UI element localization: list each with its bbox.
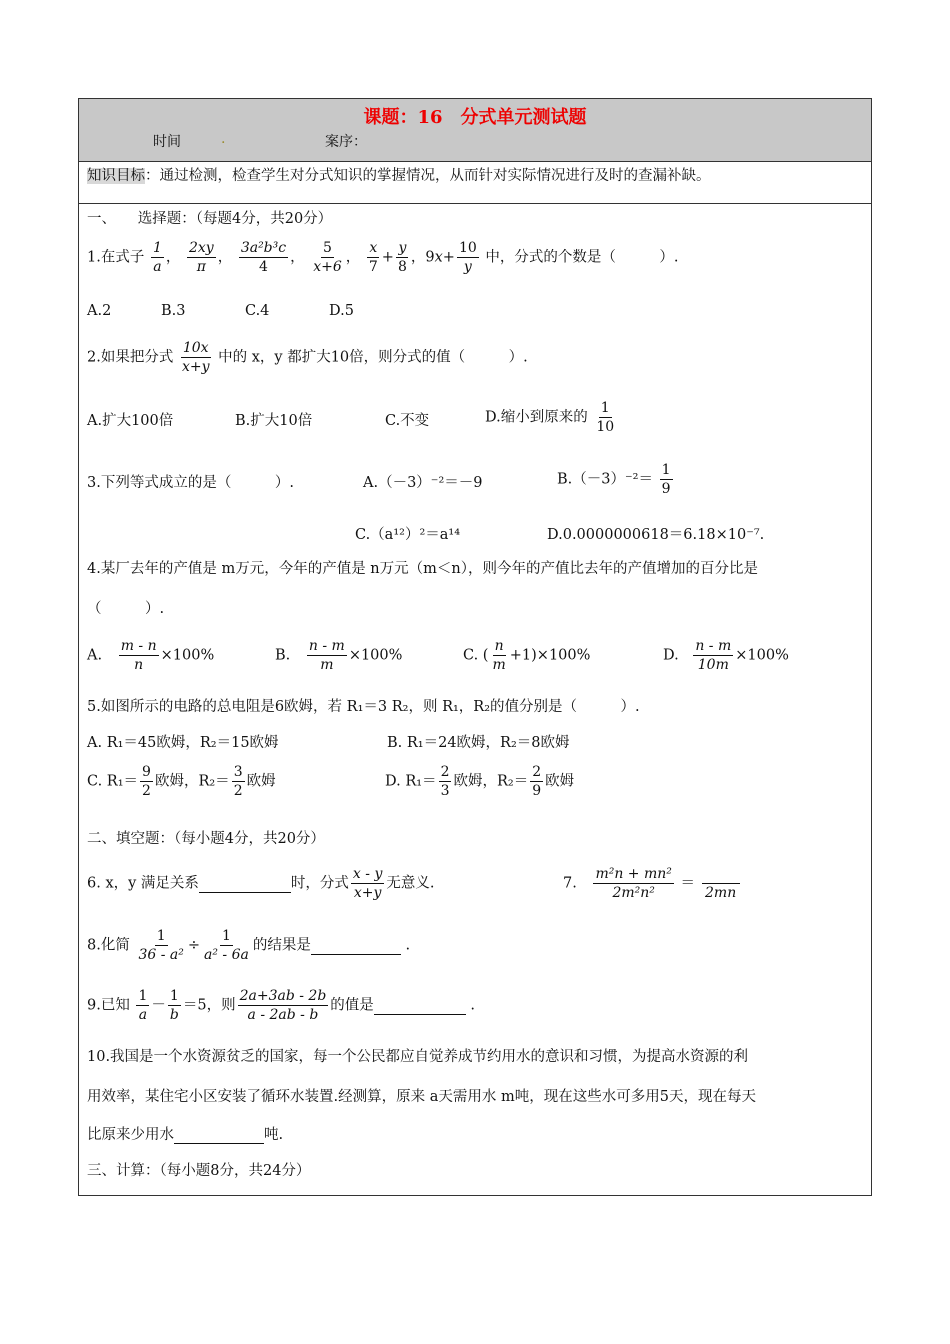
q1-option-a: A.2: [87, 303, 112, 319]
q4-b-pct: ×100%: [348, 647, 403, 664]
q4-b-label: B.: [275, 647, 291, 664]
q5-c-ohm2: 欧姆: [246, 773, 276, 790]
section-fill: 二、填空题：（每小题4分，共20分）: [87, 831, 325, 847]
page-title: 课题：16 分式单元测试题: [363, 107, 587, 128]
q2-option-d: D.缩小到原来的 $\frac{1}{10}$: [485, 400, 615, 435]
q2-option-a: A.扩大100倍: [87, 413, 174, 429]
time-label: 时间: [153, 134, 181, 150]
q5-d-ohm1: 欧姆: [453, 773, 483, 790]
q10-blank[interactable]: [174, 1127, 264, 1144]
question-8: 8.化简 $\frac{1}{\text{36 - a²}}$ ÷ $\frac{1}{\text{a² - 6a}}$ 的结果是 .: [87, 928, 411, 963]
q3-option-d: D.0.0000000618＝6.18×10⁻⁷.: [547, 527, 765, 543]
knowledge-goal: [79, 162, 871, 204]
q2-option-c: C.不变: [385, 413, 430, 429]
q8-blank[interactable]: [311, 938, 401, 955]
q4-option-b: B. $\frac{n - m}{m}$ ×100%: [275, 638, 403, 673]
q4-d-label: D.: [663, 647, 679, 664]
q1-option-c: C.4: [245, 303, 270, 319]
q5-c-label: C. R₁＝: [87, 773, 139, 790]
question-6: 6. x，y 满足关系 时，分式 $\frac{x - y}{x+y}$ 无意义.: [87, 866, 435, 901]
question-3: 3.下列等式成立的是（ ）.: [87, 475, 294, 491]
q3-option-a: A.（－3）⁻²＝－9: [363, 475, 483, 491]
q9-blank[interactable]: [374, 998, 466, 1015]
q8-prefix: 8.化简: [87, 937, 130, 954]
q5-c-ohm1: 欧姆: [154, 773, 184, 790]
question-1: 1.在式子 $\frac{1}{a}$ ， $\frac{2xy}{\pi}$ ， $\frac{\text{3a²b³c}}{4}$ ， $\frac{5}{x+6}$ ， $\frac{x}{7}$ + $\frac{y}{8}$ ，9x+ $\frac{10}{y}$ 中，分式的个数是（ ）.: [87, 240, 679, 275]
exam-sheet: [78, 98, 872, 1196]
question-4-line1: 4.某厂去年的产值是 m万元，今年的产值是 n万元（m＜n），则今年的产值比去年的产值增加的百分比是: [87, 561, 758, 577]
q3-option-b-text: B.（－3）⁻²＝: [557, 471, 653, 488]
question-4-line2: （ ）.: [87, 601, 165, 617]
case-label: 案序：: [325, 134, 367, 150]
q8-end: .: [405, 937, 411, 954]
q4-option-c: C. ( $\frac{n}{m}$ +1)×100%: [463, 638, 591, 673]
q9-prefix: 9.已知: [87, 997, 130, 1014]
q1-option-d: D.5: [329, 303, 354, 319]
q4-c-label: C.: [463, 647, 479, 664]
question-10-line1: 10.我国是一个水资源贫乏的国家，每一个公民都应自觉养成节约用水的意识和习惯，为提高水资源的利: [87, 1049, 749, 1065]
q5-d-r2: ，R₂＝: [482, 773, 529, 790]
q9-suffix: 的值是: [330, 997, 374, 1014]
q1-suffix: 中，分式的个数是（ ）.: [485, 249, 679, 266]
q6-suffix: 无意义.: [386, 875, 435, 892]
question-7: 7. $\frac{\text{m²n + mn²}}{\text{2m²n²}}$ ＝ 2mn: [563, 865, 742, 902]
q8-suffix: 的结果是: [252, 937, 311, 954]
q2-option-b: B.扩大10倍: [235, 413, 313, 429]
q4-a-pct: ×100%: [160, 647, 215, 664]
q1-option-b: B.3: [161, 303, 186, 319]
section-compute: 三、计算：（每小题8分，共24分）: [87, 1163, 311, 1179]
q5-d-label: D. R₁＝: [385, 773, 437, 790]
q5-option-d: D. R₁＝ $\frac{2}{3}$ 欧姆，R₂＝ $\frac{2}{9}$ 欧姆: [385, 764, 575, 799]
q1-prefix: 1.在式子: [87, 249, 145, 266]
q9-mid: ＝5，则: [182, 997, 236, 1014]
q2-suffix: 中的 x，y 都扩大10倍，则分式的值（ ）.: [218, 349, 528, 366]
q5-option-b: B. R₁＝24欧姆，R₂＝8欧姆: [387, 735, 570, 751]
q4-a-label: A.: [87, 647, 103, 664]
header-band: [79, 99, 871, 162]
q4-option-a: A. $\frac{m - n}{n}$ ×100%: [87, 638, 215, 673]
q9-end: .: [470, 997, 475, 1014]
question-10-line3: [87, 1123, 283, 1144]
q4-d-pct: ×100%: [735, 647, 789, 664]
q2-option-d-text: D.缩小到原来的: [485, 409, 588, 426]
question-9: 9.已知 $\frac{1}{a}$ － $\frac{1}{b}$ ＝5，则 $\frac{2a+3ab - 2b}{a - 2ab - b}$ 的值是 .: [87, 988, 475, 1023]
q4-c-pct: ×100%: [536, 647, 591, 664]
section-choice: 一、 选择题：（每题4分，共20分）: [87, 211, 333, 227]
q2-prefix: 2.如果把分式: [87, 349, 174, 366]
q10-suffix: 吨.: [264, 1127, 284, 1143]
q6-mid: 时，分式: [290, 875, 349, 892]
q5-d-ohm2: 欧姆: [545, 773, 575, 790]
q6-blank[interactable]: [199, 876, 291, 893]
goal-tag: 知识目标: [87, 168, 145, 184]
question-10-line2: 用效率，某住宅小区安装了循环水装置.经测算，原来 a天需用水 m吨，现在这些水可多用5天，现在每天: [87, 1089, 756, 1105]
q4-option-d: D. $\frac{n - m}{10m}$ ×100%: [663, 638, 789, 673]
q5-option-a: A. R₁＝45欧姆，R₂＝15欧姆: [87, 735, 279, 751]
q7-prefix: 7.: [563, 875, 577, 892]
q10-prefix: 比原来少用水: [87, 1127, 174, 1143]
question-5: 5.如图所示的电路的总电阻是6欧姆，若 R₁＝3 R₂，则 R₁，R₂的值分别是（ ）.: [87, 699, 640, 715]
q5-c-r2: ，R₂＝: [183, 773, 230, 790]
question-2: 2.如果把分式 $\frac{10x}{x+y}$ 中的 x，y 都扩大10倍，则分式的值（ ）.: [87, 340, 528, 375]
marker-dot: .: [221, 131, 226, 147]
q3-option-b: B.（－3）⁻²＝ $\frac{1}{9}$: [557, 462, 671, 497]
q3-option-c: C.（a¹²）²＝a¹⁴: [355, 527, 461, 543]
q5-option-c: C. R₁＝ $\frac{9}{2}$ 欧姆，R₂＝ $\frac{3}{2}$ 欧姆: [87, 764, 276, 799]
goal-text: ：通过检测，检查学生对分式知识的掌握情况，从而针对实际情况进行及时的查漏补缺。: [145, 168, 711, 184]
q6-prefix: 6. x，y 满足关系: [87, 875, 199, 892]
